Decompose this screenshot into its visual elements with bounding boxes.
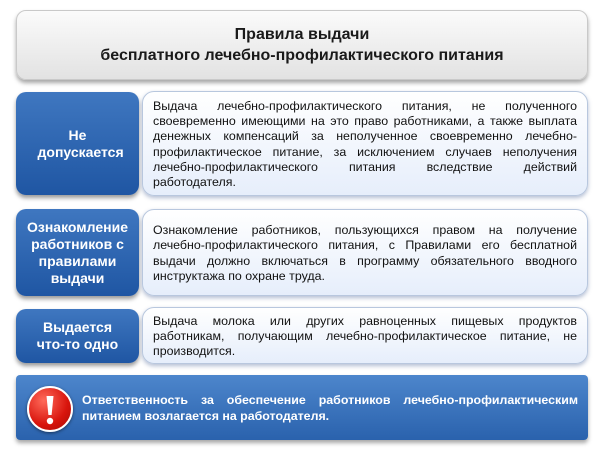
rule-description: Ознакомление работников, пользующихся правом на получение лечебно-профилактического питания, с Правилами его бесплатной выдачи должно включаться в программу обязательного вводного инструктажа по охране труда. bbox=[153, 223, 577, 283]
rule-text-not-allowed bbox=[142, 91, 588, 196]
rule-label-not-allowed bbox=[16, 92, 139, 195]
title-line-1: Правила выдачи bbox=[234, 26, 370, 43]
rule-label-familiarization bbox=[16, 209, 139, 296]
responsibility-notice bbox=[16, 375, 588, 440]
rule-description: Выдача лечебно-профилактического питания, не полученного своевременно имеющими на это право работниками, а также выплата денежных компенсаций за неполученное своевременно лечебно-профилактическое питание, за исключением случаев неполучения лечебно-профилактического питания вследствие действий работодателя. bbox=[153, 98, 577, 189]
rule-text-one-thing bbox=[142, 307, 588, 364]
notice-text: Ответственность за обеспечение работников лечебно-профилактическим питанием возлагается на работодателя. bbox=[82, 392, 578, 423]
rule-label-text: Не допускается bbox=[37, 126, 124, 160]
exclamation-icon bbox=[27, 386, 73, 432]
rule-description: Выдача молока или других равноценных пищевых продуктов работникам, получающим лечебно-профилактическое питание, не производится. bbox=[153, 313, 577, 359]
rule-text-familiarization bbox=[142, 209, 588, 296]
rule-label-text: Ознакомление работников с правилами выдачи bbox=[27, 218, 128, 286]
rule-label-text: Выдается что-то одно bbox=[36, 319, 119, 352]
page-title bbox=[16, 10, 588, 80]
rule-label-one-thing bbox=[16, 309, 139, 363]
title-line-2: бесплатного лечебно-профилактического питания bbox=[100, 47, 504, 64]
